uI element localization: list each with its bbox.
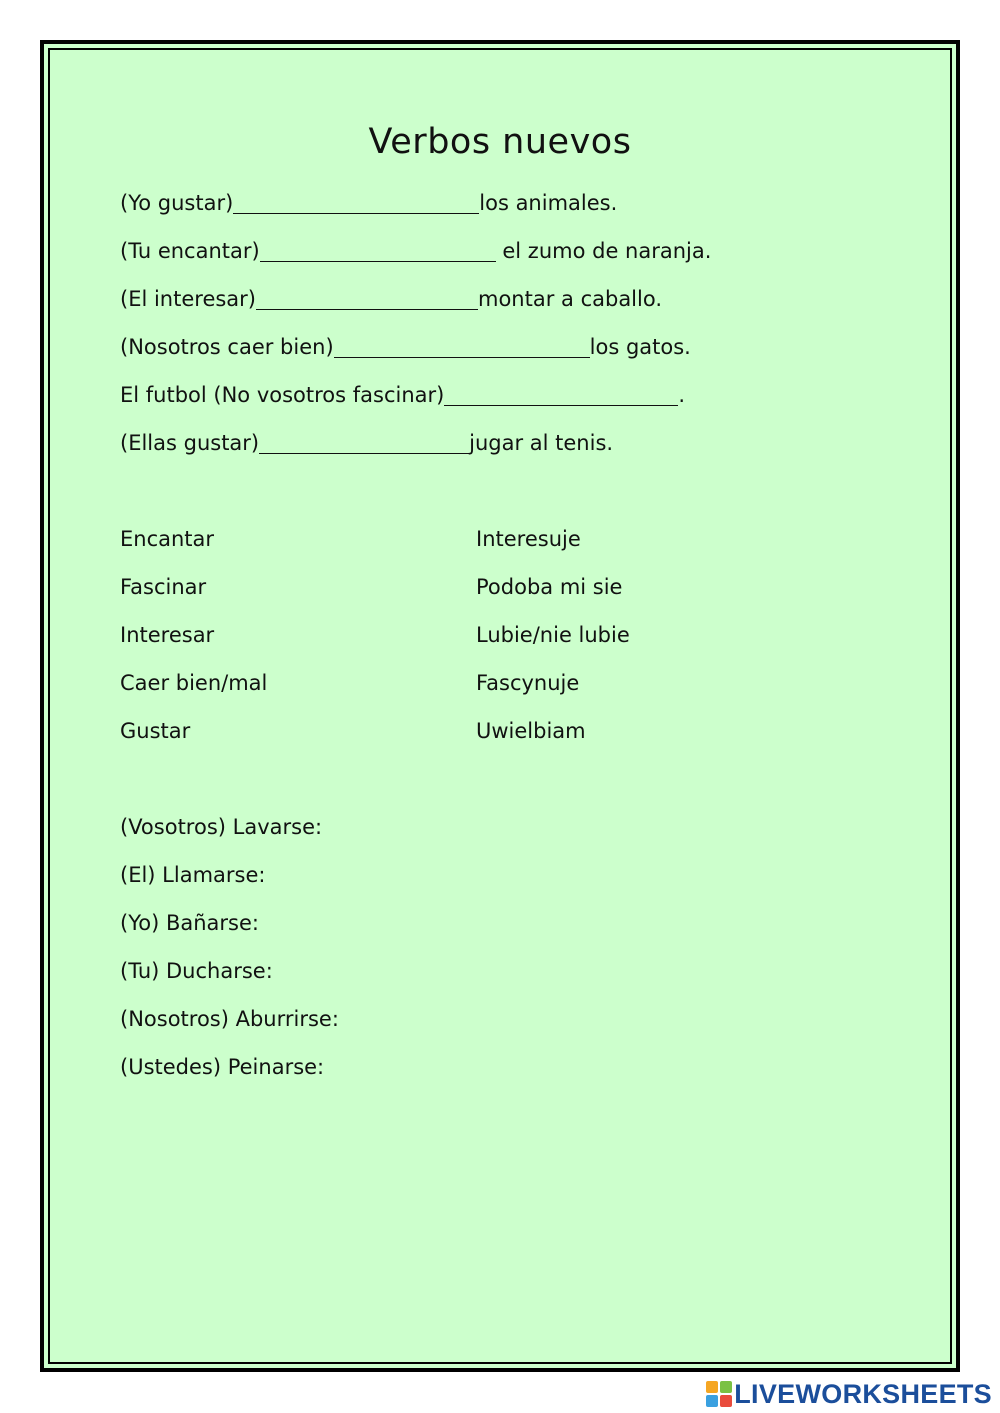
vocab-polish-4: Fascynuje [476,671,580,695]
vocab-spanish-1: Encantar [120,527,215,551]
exercise2-item-5: (Nosotros) Aburrirse: [120,1007,339,1031]
answer-blank-4[interactable] [334,335,590,358]
exercise1-prefix: (Tu encantar) [120,239,260,263]
vocab-spanish-3: Interesar [120,623,215,647]
exercise1-prefix: (Yo gustar) [120,191,234,215]
liveworksheets-logo-icon [706,1381,732,1407]
vocab-polish-3: Lubie/nie lubie [476,623,630,647]
vocab-polish-5: Uwielbiam [476,719,586,743]
exercise1-suffix: los gatos. [589,335,691,359]
vocab-spanish-2: Fascinar [120,575,207,599]
worksheet [40,40,960,1372]
liveworksheets-logo-text: LIVEWORKSHEETS [734,1378,992,1409]
answer-blank-6[interactable] [259,431,469,454]
exercise1-prefix: (Ellas gustar) [120,431,260,455]
vocab-spanish-5: Gustar [120,719,191,743]
worksheet-title: Verbos nuevos [368,122,632,162]
liveworksheets-logo [706,1378,992,1410]
exercise2-item-2: (El) Llamarse: [120,863,266,887]
exercise2-item-3: (Yo) Bañarse: [120,911,259,935]
exercise1-item-4 [120,332,691,362]
exercise1-item-5 [120,380,685,410]
exercise1-suffix: . [678,383,686,407]
exercise1-item-1 [120,188,617,218]
vocab-polish-1: Interesuje [476,527,581,551]
exercise2-item-4: (Tu) Ducharse: [120,959,273,983]
exercise1-suffix: montar a caballo. [478,287,663,311]
exercise2-item-6: (Ustedes) Peinarse: [120,1055,325,1079]
exercise1-suffix: el zumo de naranja. [495,239,712,263]
answer-blank-1[interactable] [233,191,479,214]
vocab-spanish-4: Caer bien/mal [120,671,268,695]
exercise1-prefix: (El interesar) [120,287,256,311]
answer-blank-5[interactable] [444,383,678,406]
exercise1-item-6 [120,428,613,458]
answer-blank-3[interactable] [256,287,478,310]
exercise1-item-3 [120,284,662,314]
exercise1-suffix: jugar al tenis. [469,431,614,455]
exercise2-item-1: (Vosotros) Lavarse: [120,815,323,839]
vocab-polish-2: Podoba mi sie [476,575,623,599]
answer-blank-2[interactable] [260,239,496,262]
exercise1-item-2 [120,236,711,266]
exercise1-prefix: El futbol (No vosotros fascinar) [120,383,445,407]
exercise1-prefix: (Nosotros caer bien) [120,335,334,359]
exercise1-suffix: los animales. [479,191,618,215]
